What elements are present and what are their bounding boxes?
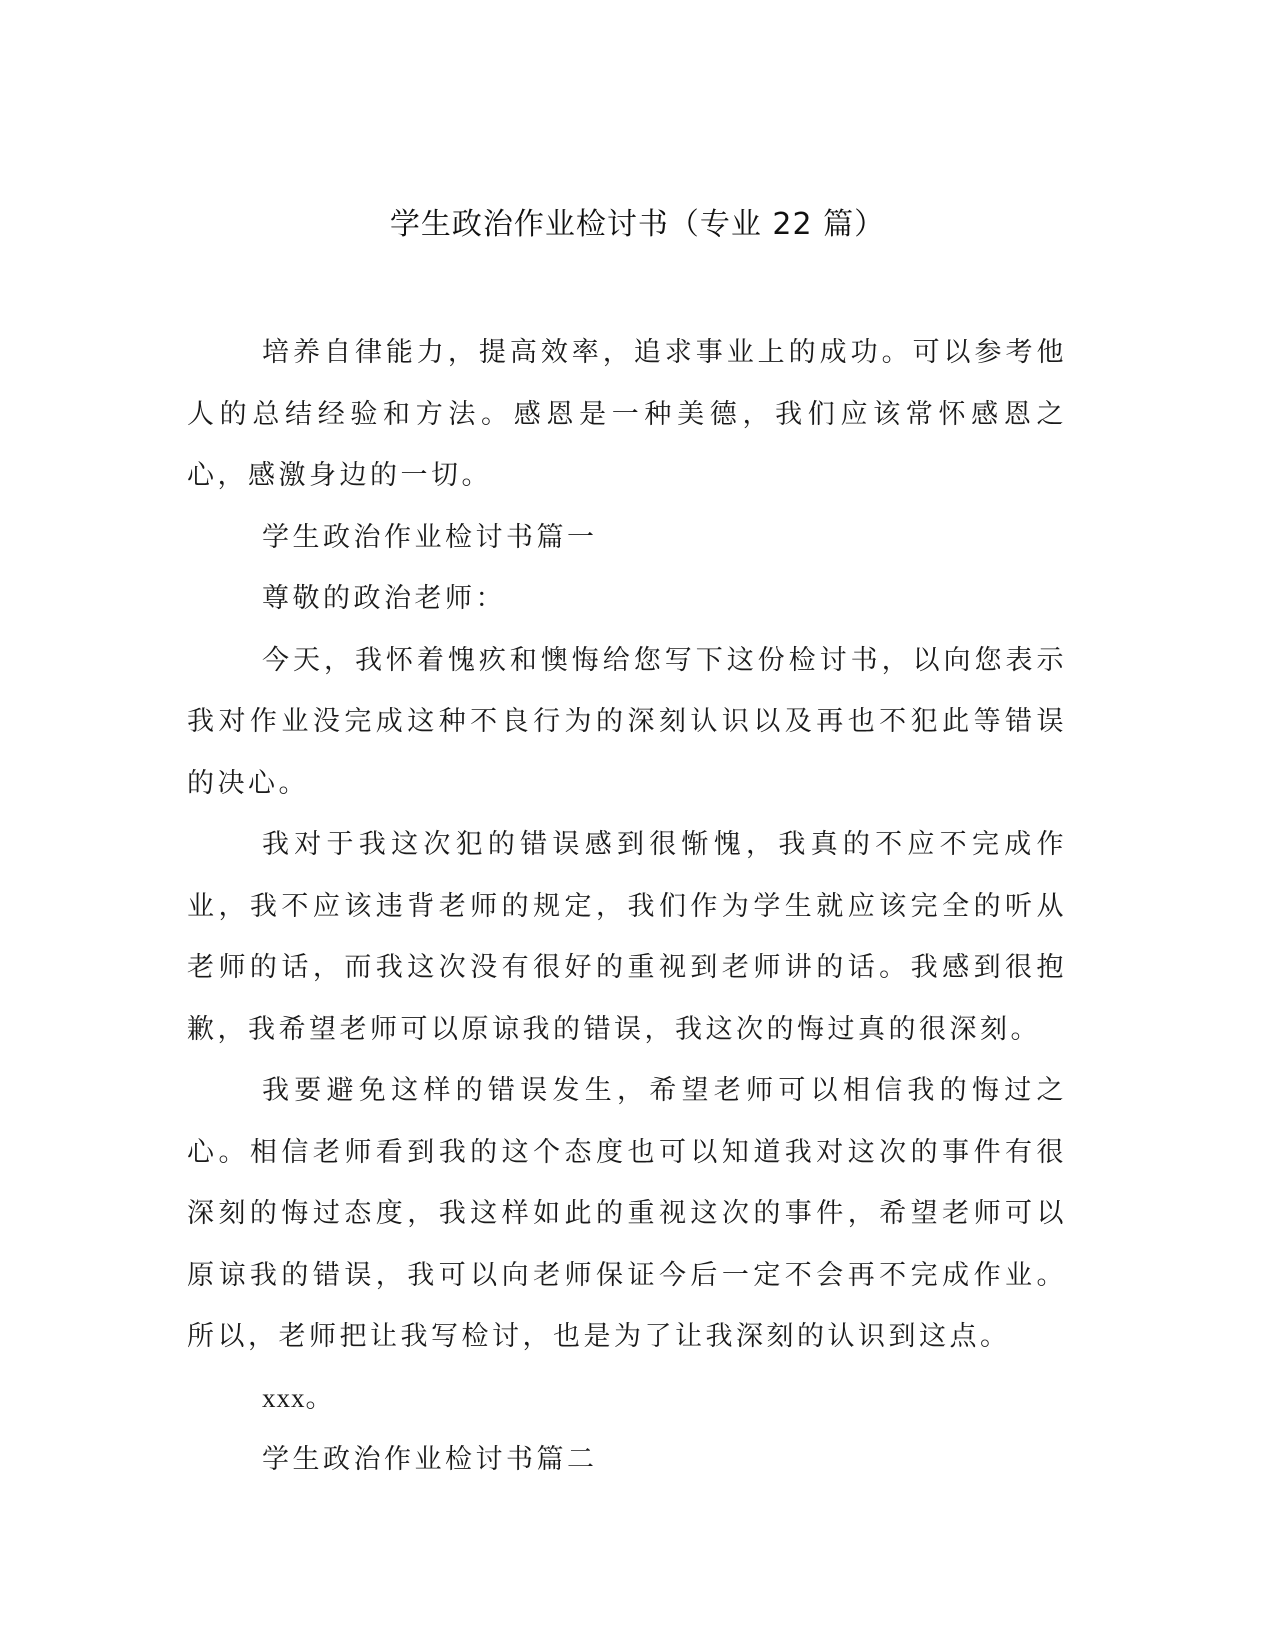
body-paragraph: 我要避免这样的错误发生，希望老师可以相信我的悔过之心。相信老师看到我的这个态度也可以知道我对这次的事件有很深刻的悔过态度，我这样如此的重视这次的事件，希望老师可以原谅我的错误，我可以向老师保证今后一定不会再不完成作业。所以，老师把让我写检讨，也是为了让我深刻的认识到这点。 (187, 1075, 1067, 1352)
body-paragraph: 今天，我怀着愧疚和懊悔给您写下这份检讨书，以向您表示我对作业没完成这种不良行为的深刻认识以及再也不犯此等错误的决心。 (187, 644, 1067, 799)
document-title: 学生政治作业检讨书（专业 22 篇） (389, 207, 886, 242)
signature: xxx。 (262, 1382, 334, 1413)
body-paragraph: 我对于我这次犯的错误感到很惭愧，我真的不应不完成作业，我不应该违背老师的规定，我们作为学生就应该完全的听从老师的话，而我这次没有很好的重视到老师讲的话。我感到很抱歉，我希望老师可以原谅我的错误，我这次的悔过真的很深刻。 (187, 829, 1067, 1045)
intro-paragraph: 培养自律能力，提高效率，追求事业上的成功。可以参考他人的总结经验和方法。感恩是一种美德，我们应该常怀感恩之心，感激身边的一切。 (187, 337, 1067, 491)
section-heading-2: 学生政治作业检讨书篇二 (262, 1444, 598, 1475)
section-heading-1: 学生政治作业检讨书篇一 (262, 521, 598, 553)
document-body (187, 322, 1067, 1491)
salutation: 尊敬的政治老师： (262, 583, 506, 614)
